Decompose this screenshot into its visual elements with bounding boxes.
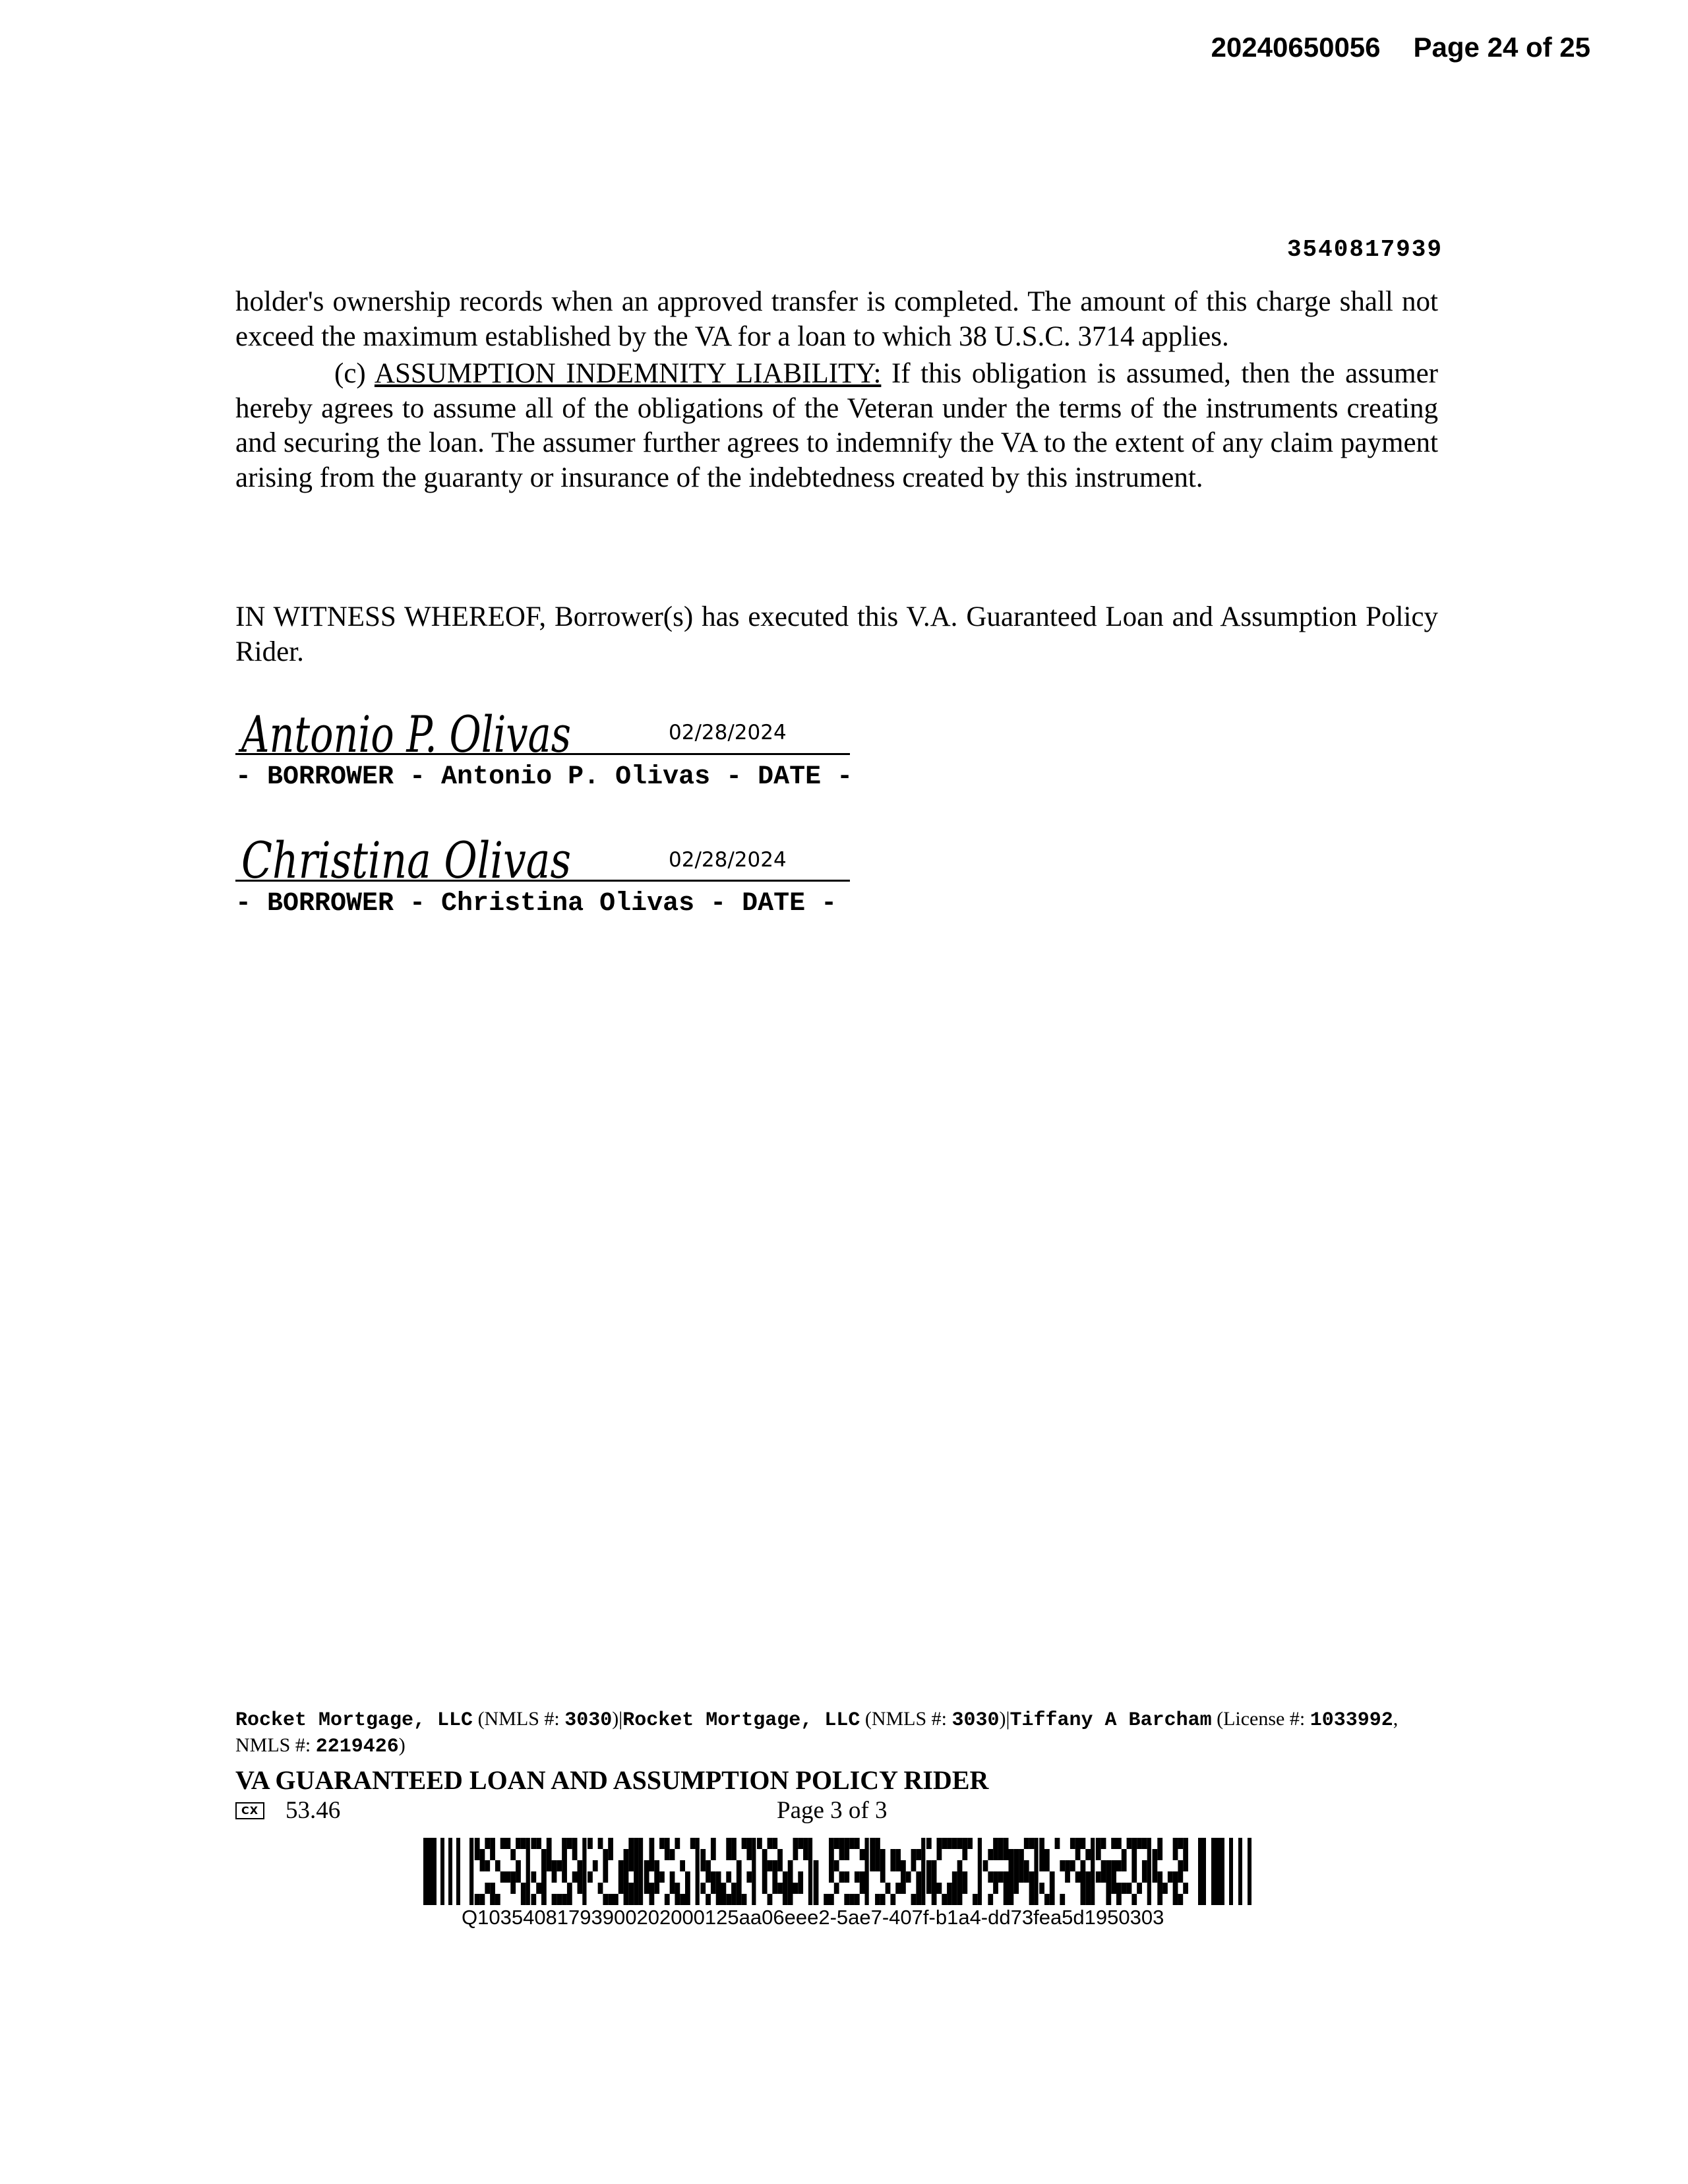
signature-date-2: 02/28/2024 bbox=[669, 848, 787, 872]
paragraph-prefix: (c) bbox=[334, 358, 375, 389]
recording-number: 20240650056 bbox=[1211, 32, 1381, 63]
signature-caption-1: - BORROWER - Antonio P. Olivas - DATE - bbox=[235, 762, 853, 792]
paragraph-witness: IN WITNESS WHEREOF, Borrower(s) has executed this V.A. Guaranteed Loan and Assumption Policy Rider. bbox=[235, 601, 1438, 667]
barcode bbox=[423, 1838, 1254, 1905]
cx-form-icon: CX bbox=[235, 1802, 264, 1819]
signature-christina bbox=[239, 826, 608, 892]
nmls-number: 3030 bbox=[564, 1709, 613, 1732]
lender-name: Rocket Mortgage, LLC bbox=[235, 1709, 473, 1732]
signature-antonio-text: Antonio P. Olivas bbox=[238, 705, 571, 764]
paragraph-transfer-charge: holder's ownership records when an approved transfer is completed. The amount of this charge shall not exceed the maximum established by the VA for a loan to which 38 U.S.C. 3714 applies. bbox=[235, 286, 1438, 352]
signature-line-1 bbox=[235, 753, 850, 755]
paragraph-assumption-indemnity bbox=[235, 357, 1438, 495]
nmls-number: 2219426 bbox=[315, 1736, 399, 1758]
lender-info: Rocket Mortgage, LLC (NMLS #: 3030)|Rocket Mortgage, LLC (NMLS #: 3030)|Tiffany A Barcham (License #: 1033992, NMLS #: 2219426) bbox=[235, 1708, 1399, 1758]
originator-name: Tiffany A Barcham bbox=[1010, 1709, 1212, 1732]
form-code-row bbox=[235, 1796, 340, 1825]
signature-christina-text: Christina Olivas bbox=[241, 831, 571, 890]
form-title: VA GUARANTEED LOAN AND ASSUMPTION POLICY RIDER bbox=[235, 1765, 989, 1795]
loan-number: 3540817939 bbox=[1286, 236, 1443, 263]
signature-antonio bbox=[239, 700, 608, 766]
paragraph-body: If this obligation is assumed, then the assumer hereby agrees to assume all of the obligations of the Veteran under the terms of the instruments creating and securing the loan. The assumer further agrees to indemnify the VA to the extent of any claim payment arising from the guaranty or insurance of the indebtedness created by this instrument. bbox=[235, 358, 1439, 493]
license-number: 1033992 bbox=[1310, 1709, 1393, 1732]
signature-caption-2: - BORROWER - Christina Olivas - DATE - bbox=[235, 889, 837, 919]
form-code: 53.46 bbox=[286, 1797, 341, 1824]
barcode-text: Q10354081793900202000125aa06eee2-5ae7-407f-b1a4-dd73fea5d1950303 bbox=[462, 1906, 1164, 1929]
recording-header bbox=[1211, 32, 1590, 63]
signature-date-1: 02/28/2024 bbox=[669, 721, 787, 744]
section-heading: ASSUMPTION INDEMNITY LIABILITY: bbox=[374, 358, 882, 389]
form-page-number: Page 3 of 3 bbox=[777, 1797, 888, 1824]
signature-line-2 bbox=[235, 880, 850, 882]
page-label: Page 24 of 25 bbox=[1413, 32, 1590, 63]
nmls-number: 3030 bbox=[951, 1709, 1000, 1732]
lender-name: Rocket Mortgage, LLC bbox=[622, 1709, 860, 1732]
